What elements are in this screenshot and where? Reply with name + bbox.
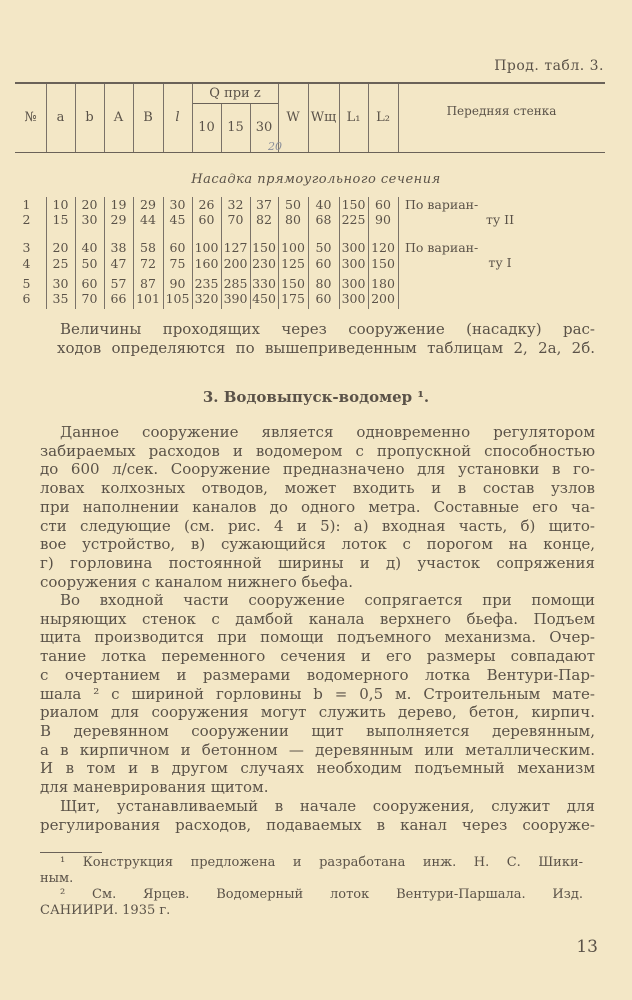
table-row (0, 291, 632, 306)
table-cell: 300 (341, 291, 366, 306)
table-cell: 100 (194, 240, 219, 255)
table-cell: 47 (110, 256, 127, 271)
table-cell: 40 (81, 240, 98, 255)
column-divider (133, 84, 134, 152)
table-cell: 330 (252, 276, 276, 291)
table-cell: 450 (252, 291, 276, 306)
table-cell: 285 (223, 276, 248, 291)
table-cell: 80 (315, 276, 332, 291)
table-cell: 82 (256, 212, 272, 227)
table-cell: 175 (281, 291, 305, 306)
text-line: а в кирпичном и бетонном — деревянным или металлическим. (40, 740, 595, 759)
text-line: И в том и в другом случаях необходим подъемный механизм (40, 759, 595, 778)
text-line: забираемых расходов и водомером с пропускной способностью (40, 441, 595, 460)
front-wall-text: ту I (488, 255, 512, 270)
running-header: Прод. табл. 3. (494, 58, 604, 74)
table-cell: 30 (169, 197, 186, 212)
table-cell: 100 (281, 240, 305, 255)
table-cell: 70 (81, 291, 98, 306)
table-header-rule (15, 152, 605, 153)
table-cell: 30 (81, 212, 98, 227)
table-cell: 150 (281, 276, 305, 291)
table-cell: 90 (169, 276, 186, 291)
table-cell: 300 (341, 276, 366, 291)
text-line: риалом для сооружения могут служить дерево, бетон, кирпич. (40, 703, 595, 722)
table-cell: 390 (223, 291, 248, 306)
table-cell: 40 (315, 197, 332, 212)
table-cell: 19 (110, 197, 127, 212)
text-line: шала ² с шириной горловины b = 0,5 м. Строительным мате- (40, 684, 595, 703)
column-header-front-wall: Передняя стенка (446, 104, 557, 118)
handwritten-note: 20 (268, 140, 282, 153)
text-line: сооружения с каналом нижнего бьефа. (40, 572, 354, 591)
column-divider (308, 84, 309, 152)
paragraph-1 (40, 423, 595, 591)
column-divider (163, 84, 164, 152)
q-subheader: 10 (198, 120, 215, 135)
table-cell: 44 (140, 212, 156, 227)
footnote-line: САНИИРИ. 1935 г. (40, 903, 171, 918)
table-cell: 30 (52, 276, 69, 291)
table-cell: 50 (81, 256, 98, 271)
table-cell: 6 (22, 291, 31, 306)
table-cell: 150 (341, 197, 366, 212)
column-divider (221, 104, 222, 152)
column-header-q: Q при z (209, 86, 261, 101)
table-cell: 60 (198, 212, 215, 227)
table-cell: 3 (22, 240, 31, 255)
table-row (0, 276, 632, 291)
column-header: B (143, 110, 153, 125)
q-subheader-rule (192, 103, 278, 104)
table-cell: 58 (140, 240, 156, 255)
table-cell: 60 (315, 256, 332, 271)
table-cell: 72 (140, 256, 156, 271)
para-after-table (57, 320, 595, 357)
column-divider (339, 84, 340, 152)
paragraph-3 (40, 797, 595, 834)
table-cell: 300 (341, 240, 366, 255)
table-cell: 29 (110, 212, 127, 227)
text-line: сти следующие (см. рис. 4 и 5): а) входная часть, б) щито- (40, 516, 595, 535)
q-subheader: 15 (227, 120, 244, 135)
table-cell: 37 (256, 197, 272, 212)
table-cell: 200 (371, 291, 395, 306)
column-divider (46, 84, 47, 152)
table-cell: 45 (169, 212, 186, 227)
text-line: В деревянном сооружении щит выполняется деревянным, (40, 721, 595, 740)
table-cell: 29 (140, 197, 156, 212)
column-divider (75, 84, 76, 152)
table-cell: 60 (169, 240, 186, 255)
table-cell: 180 (371, 276, 395, 291)
column-divider (192, 84, 193, 152)
table-cell: 75 (169, 256, 186, 271)
front-wall-text: По вариан- (405, 197, 479, 212)
text-line: ходов определяются по вышеприведенным таблицам 2, 2а, 2б. (57, 338, 595, 357)
table-cell: 32 (227, 197, 244, 212)
text-line: при наполнении каналов до одного метра. Составные его ча- (40, 497, 595, 516)
text-line: регулирования расходов, подаваемых в канал через сооруже- (40, 815, 595, 834)
text-line: ловах колхозных отводов, может входить и в состав узлов (40, 479, 595, 498)
table-cell: 60 (375, 197, 391, 212)
table-cell: 105 (165, 291, 190, 306)
text-line: ныряющих стенок с дамбой канала верхнего бьефа. Подъем (40, 609, 595, 628)
table-cell: 20 (81, 197, 98, 212)
text-line: Величины проходящих через сооружение (насадку) рас- (60, 320, 595, 338)
text-line: с очертанием и размерами водомерного лотка Вентури-Пар- (40, 665, 595, 684)
text-line: г) горловина постоянной ширины и д) участок сопряжения (40, 553, 595, 572)
table-cell: 1 (22, 197, 31, 212)
table-cell: 25 (52, 256, 69, 271)
table-cell: 101 (136, 291, 160, 306)
column-divider (250, 104, 251, 152)
column-header: W (286, 110, 300, 125)
section-caption: Насадка прямоугольного сечения (191, 172, 441, 187)
text-line: щита производится при помощи подъемного механизма. Очер- (40, 628, 595, 647)
table-cell: 225 (341, 212, 366, 227)
table-cell: 35 (52, 291, 69, 306)
table-cell: 50 (315, 240, 332, 255)
section-heading: 3. Водовыпуск-водомер ¹. (202, 388, 430, 406)
page-number: 13 (576, 937, 598, 957)
table-cell: 90 (375, 212, 391, 227)
table-cell: 200 (223, 256, 248, 271)
table-cell: 10 (52, 197, 69, 212)
table-cell: 68 (315, 212, 332, 227)
table-cell: 70 (227, 212, 244, 227)
column-divider (368, 84, 369, 152)
table-cell: 57 (110, 276, 127, 291)
column-header: № (24, 110, 37, 125)
column-header: L₂ (376, 110, 390, 125)
column-divider (398, 84, 399, 152)
column-header: A (113, 110, 124, 125)
column-header: Wщ (310, 110, 337, 125)
q-subheader: 30 (255, 120, 273, 135)
table-cell: 87 (140, 276, 156, 291)
paragraph-2 (40, 591, 595, 797)
text-line: тание лотка переменного сечения и его размеры совпадают (40, 647, 595, 666)
table-cell: 160 (194, 256, 219, 271)
table-cell: 5 (22, 276, 31, 291)
column-divider (104, 84, 105, 152)
table-cell: 150 (252, 240, 276, 255)
column-header: b (85, 110, 94, 125)
text-line: вое устройство, в) сужающийся лоток с порогом на конце, (40, 535, 595, 554)
table-cell: 15 (52, 212, 69, 227)
table-cell: 2 (22, 212, 31, 227)
table-cell: 26 (198, 197, 215, 212)
front-wall-text: ту II (485, 212, 515, 227)
text-line: до 600 л/сек. Сооружение предназначено для установки в го- (40, 460, 595, 479)
text-line: Данное сооружение является одновременно регулятором (60, 423, 595, 441)
front-wall-text: По вариан- (405, 240, 479, 255)
footnote-line: ¹ Конструкция предложена и разработана инж. Н. С. Шики- (60, 855, 583, 870)
table-cell: 50 (285, 197, 301, 212)
table-cell: 80 (285, 212, 301, 227)
table-cell: 320 (194, 291, 219, 306)
column-header: L₁ (346, 110, 361, 125)
table-cell: 66 (110, 291, 127, 306)
table-cell: 300 (341, 256, 366, 271)
table-cell: 60 (315, 291, 332, 306)
table-cell: 20 (52, 240, 69, 255)
table-cell: 4 (22, 256, 31, 271)
column-header: a (56, 110, 65, 125)
footnote-line: ным. (40, 871, 74, 886)
table-cell: 38 (110, 240, 127, 255)
footnote-line: ² См. Ярцев. Водомерный лоток Вентури-Паршала. Изд. (60, 887, 583, 902)
table-cell: 127 (223, 240, 248, 255)
table-cell: 150 (371, 256, 395, 271)
table-cell: 235 (194, 276, 219, 291)
text-line: Во входной части сооружение сопрягается при помощи (60, 591, 595, 609)
table-cell: 125 (281, 256, 305, 271)
table-cell: 230 (252, 256, 276, 271)
text-line: Щит, устанавливаемый в начале сооружения, служит для (60, 797, 595, 815)
footnotes (40, 855, 583, 919)
table-cell: 120 (371, 240, 395, 255)
column-header: l (175, 110, 180, 125)
footnote-rule (40, 852, 102, 853)
table-cell: 60 (81, 276, 98, 291)
text-line: для маневрирования щитом. (40, 778, 269, 797)
